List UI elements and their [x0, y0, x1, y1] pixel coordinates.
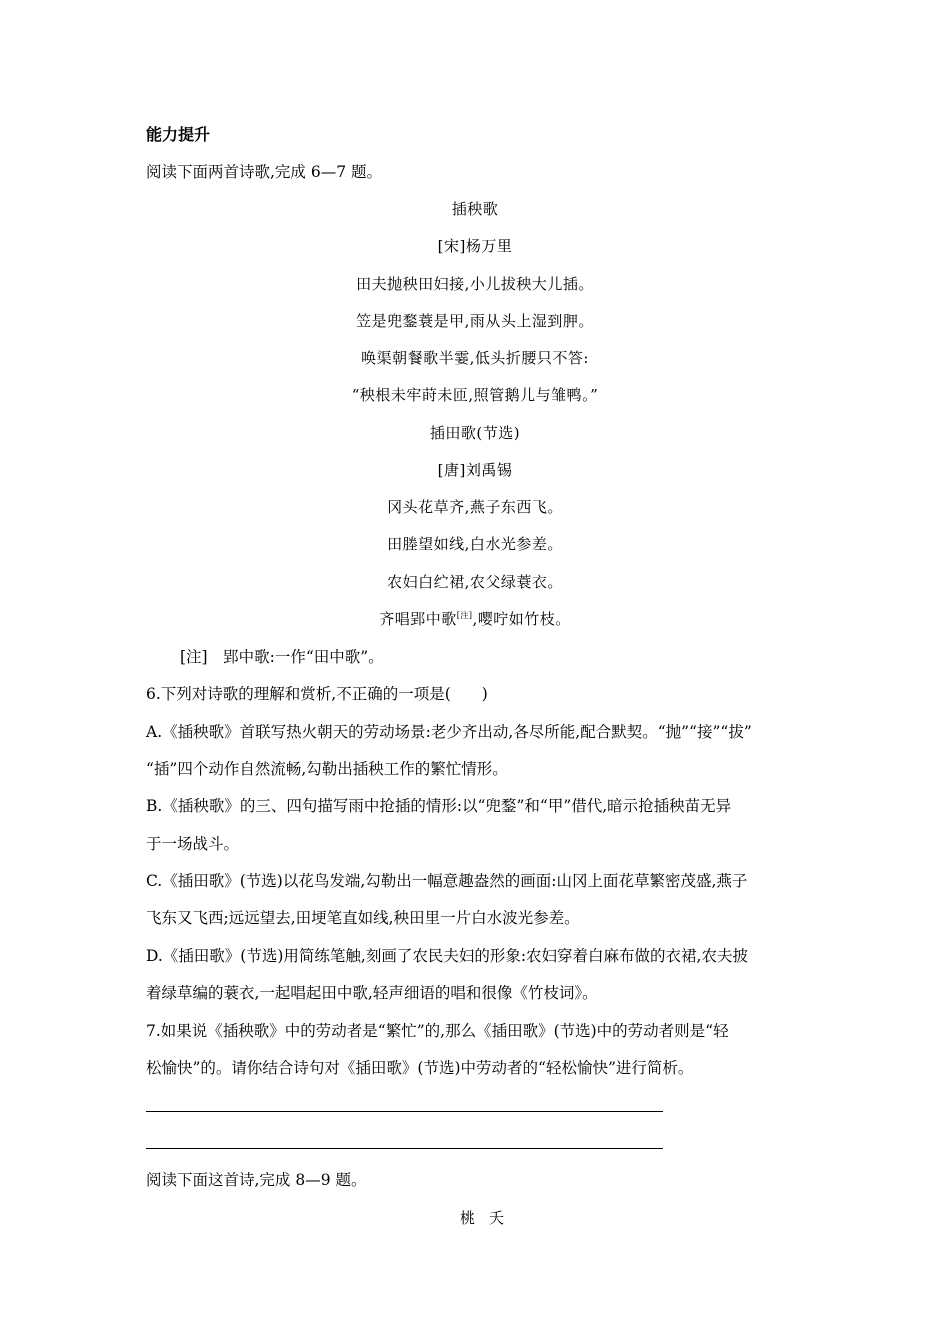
poem1-author: [宋]杨万里 — [437, 237, 513, 255]
option-d-line-1: D.《插田歌》(节选)用简练笔触,刻画了农民夫妇的形象:农妇穿着白麻布做的衣裙,农夫披 — [146, 947, 748, 965]
poem2-line-4 — [0, 609, 950, 629]
poem2-line-2: 田塍望如线,白水光参差。 — [387, 535, 563, 553]
poem3-title: 桃夭 — [459, 1209, 518, 1227]
option-b-line-1: B.《插秧歌》的三、四句描写雨中抢插的情形:以“兜鍪”和“甲”借代,暗示抢插秧苗无异 — [146, 797, 732, 815]
reading-instruction-1: 阅读下面两首诗歌,完成 6—7 题。 — [146, 163, 383, 181]
poem2-line-3: 农妇白纻裙,农父绿蓑衣。 — [387, 573, 563, 591]
answer-line-1[interactable] — [146, 1111, 663, 1112]
poem1-line-2: 笠是兜鍪蓑是甲,雨从头上湿到胛。 — [356, 312, 594, 330]
question-6-stem: 6.下列对诗歌的理解和赏析,不正确的一项是( ) — [146, 685, 488, 703]
question-7-line-2: 松愉快”的。请你结合诗句对《插田歌》(节选)中劳动者的“轻松愉快”进行简析。 — [146, 1059, 694, 1077]
poem2-author: [唐]刘禹锡 — [437, 461, 513, 479]
poem1-title: 插秧歌 — [451, 200, 499, 218]
footnote: [注] 郢中歌:一作“田中歌”。 — [180, 648, 384, 666]
option-b-line-2: 于一场战斗。 — [146, 835, 240, 853]
poem2-line-4-part2: ,嘤咛如竹枝。 — [472, 610, 571, 628]
question-7-line-1: 7.如果说《插秧歌》中的劳动者是“繁忙”的,那么《插田歌》(节选)中的劳动者则是“轻 — [146, 1022, 729, 1040]
option-a-line-2: “插”四个动作自然流畅,勾勒出插秧工作的繁忙情形。 — [146, 760, 508, 778]
footnote-marker: [注] — [456, 611, 473, 620]
answer-line-2[interactable] — [146, 1148, 663, 1149]
poem2-line-4-part1: 齐唱郢中歌 — [379, 610, 457, 628]
poem1-line-4: “秧根未牢莳未匝,照管鹅儿与雏鸭。” — [351, 386, 599, 404]
option-c-line-2: 飞东又飞西;远远望去,田埂笔直如线,秧田里一片白水波光参差。 — [146, 909, 580, 927]
poem2-title: 插田歌(节选) — [429, 424, 521, 442]
poem1-line-1: 田夫抛秧田妇接,小儿拔秧大儿插。 — [356, 275, 594, 293]
option-d-line-2: 着绿草编的蓑衣,一起唱起田中歌,轻声细语的唱和很像《竹枝词》。 — [146, 984, 598, 1002]
option-c-line-1: C.《插田歌》(节选)以花鸟发端,勾勒出一幅意趣盎然的画面:山冈上面花草繁密茂盛,燕子 — [146, 872, 748, 890]
poem1-line-3: 唤渠朝餐歌半霎,低头折腰只不答: — [361, 349, 589, 367]
reading-instruction-2: 阅读下面这首诗,完成 8—9 题。 — [146, 1171, 367, 1189]
option-a-line-1: A.《插秧歌》首联写热火朝天的劳动场景:老少齐出动,各尽所能,配合默契。“抛”“接”“拔” — [146, 723, 752, 741]
poem2-line-1: 冈头花草齐,燕子东西飞。 — [387, 498, 563, 516]
section-title: 能力提升 — [146, 125, 211, 144]
